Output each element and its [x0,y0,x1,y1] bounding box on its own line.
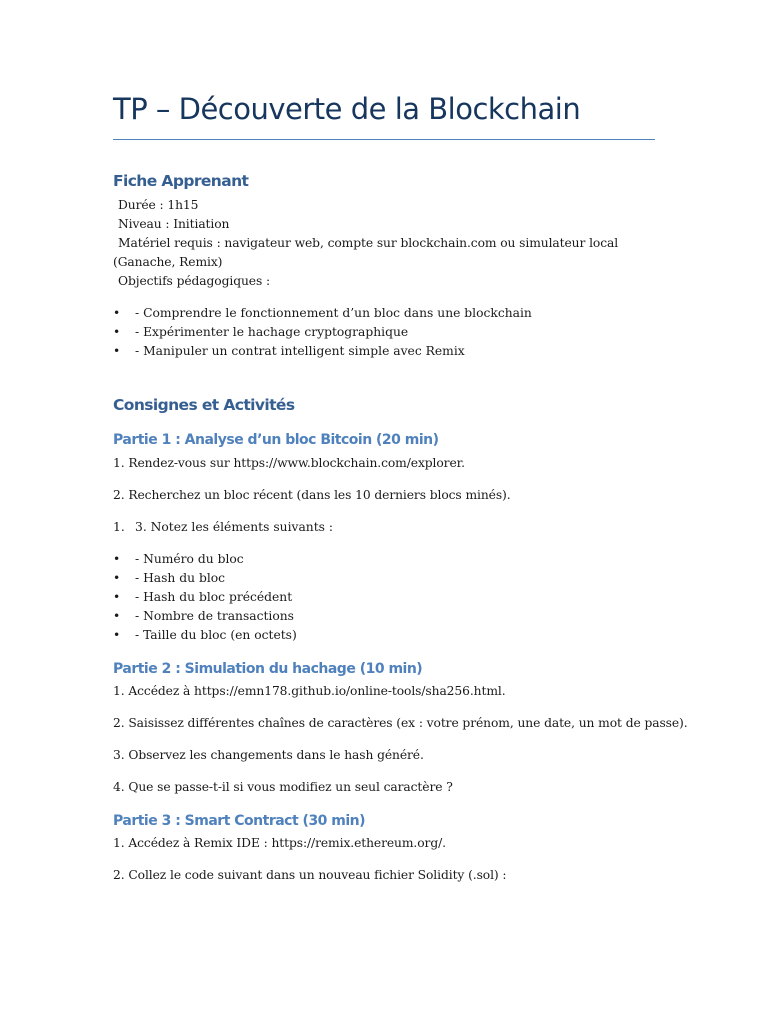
partie1-step3-text: 3. Notez les éléments suivants : [135,520,334,534]
partie3-step1: 1. Accédez à Remix IDE : https://remix.ethereum.org/. [113,836,446,850]
bullet-marker: • [113,571,121,585]
partie1-step2: 2. Recherchez un bloc récent (dans les 10 derniers blocs minés). [113,488,511,502]
element-text: - Hash du bloc [135,571,226,585]
materiel-line [113,234,661,272]
duree-line: Durée : 1h15 [118,198,199,212]
bullet-marker: • [113,306,121,320]
bullet-marker: • [113,344,121,358]
element-text: - Nombre de transactions [135,609,294,623]
objectif-text: - Comprendre le fonctionnement d’un bloc dans une blockchain [135,306,532,320]
niveau-line: Niveau : Initiation [118,217,230,231]
bullet-marker: • [113,552,121,566]
partie2-step4: 4. Que se passe-t-il si vous modifiez un seul caractère ? [113,780,453,794]
objectif-text: - Manipuler un contrat intelligent simple avec Remix [135,344,465,358]
partie3-heading: Partie 3 : Smart Contract (30 min) [113,813,366,829]
element-text: - Taille du bloc (en octets) [135,628,297,642]
bullet-marker: • [113,609,121,623]
objectif-text: - Expérimenter le hachage cryptographique [135,325,409,339]
element-text: - Numéro du bloc [135,552,244,566]
partie1-heading: Partie 1 : Analyse d’un bloc Bitcoin (20 min) [113,432,439,448]
bullet-marker: • [113,590,121,604]
partie2-heading: Partie 2 : Simulation du hachage (10 min) [113,661,423,677]
bullet-marker: • [113,325,121,339]
bullet-marker: • [113,628,121,642]
list-number: 1. [113,520,125,534]
partie2-step3: 3. Observez les changements dans le hash généré. [113,748,424,762]
partie3-step2: 2. Collez le code suivant dans un nouveau fichier Solidity (.sol) : [113,868,507,882]
element-text: - Hash du bloc précédent [135,590,293,604]
consignes-heading: Consignes et Activités [113,396,295,414]
partie2-step2: 2. Saisissez différentes chaînes de caractères (ex : votre prénom, une date, un mot de passe). [113,716,688,730]
objectifs-label: Objectifs pédagogiques : [118,274,271,288]
fiche-heading: Fiche Apprenant [113,172,249,190]
title-underline [113,139,655,140]
partie2-step1: 1. Accédez à https://emn178.github.io/online-tools/sha256.html. [113,684,506,698]
partie1-step1: 1. Rendez-vous sur https://www.blockchain.com/explorer. [113,456,465,470]
materiel-text: Matériel requis : navigateur web, compte sur blockchain.com ou simulateur local (Ganache, Remix) [113,236,619,269]
document-title: TP – Découverte de la Blockchain [113,92,581,126]
